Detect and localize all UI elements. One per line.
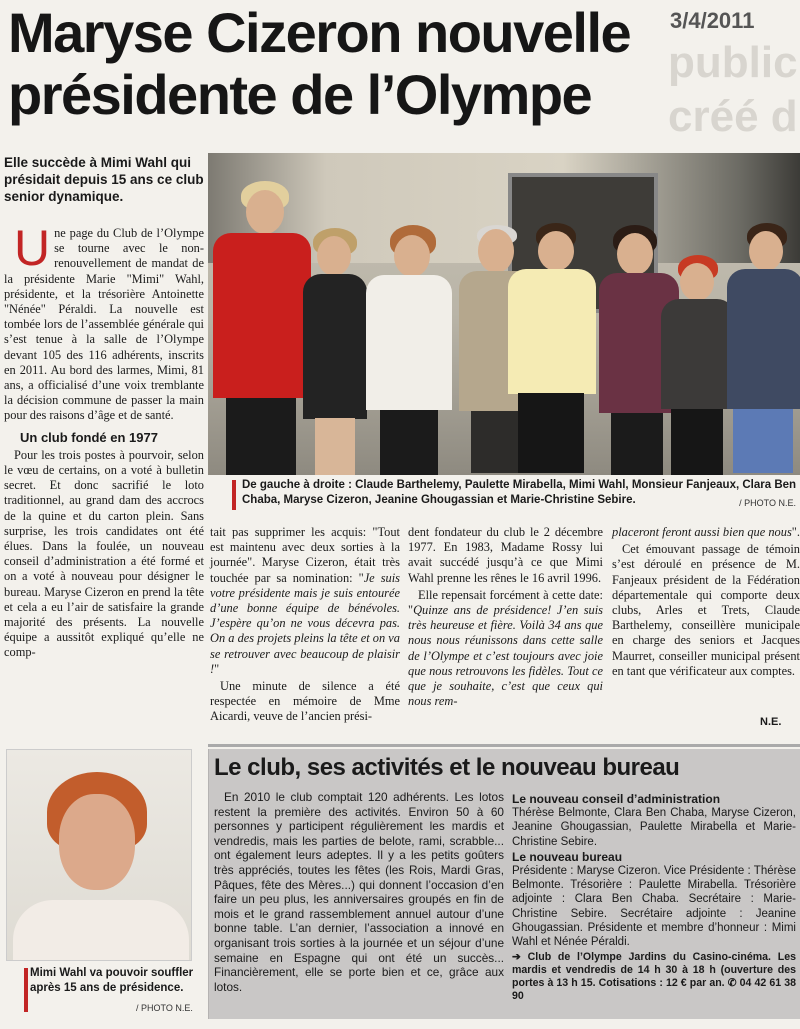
lede: Elle succède à Mimi Wahl qui présidait depuis 15 ans ce club senior dynamique. — [4, 155, 204, 204]
section-divider — [208, 744, 800, 747]
photo-caption — [208, 478, 800, 516]
article-column-1 — [4, 220, 204, 663]
group-photo — [208, 153, 800, 475]
subheading: Un club fondé en 1977 — [20, 429, 158, 445]
photo-caption-text: De gauche à droite : Claude Barthelemy, Paulette Mirabella, Mimi Wahl, Monsieur Fanjeaux, Clara Ben Chaba, Maryse Cizeron, Jeanine Ghougassian et Marie-Christine Sebire. — [242, 479, 797, 506]
quote-wahl: Quinze ans de présidence! J’en suis très heureuse et fière. Voilà 34 ans que nous nous réunissons dans cette salle de l’Olympe et c’est toujours avec joie que nous retrouvons les fidèles. Tout ce que je souhaite, c’est que ceux qui nous rem- — [408, 603, 603, 709]
paragraph-reminisce: Elle repensait forcément à cette date: "Quinze ans de présidence! J’en suis très heureuse et fière. Voilà 34 ans que nous nous réunissons dans cette salle de l’Olympe et c’est toujours avec joie que nous retrouvons les fidèles. Tout ce que je souhaite, c’est que ceux qui nous rem- — [408, 587, 603, 709]
paragraph-history: dent fondateur du club le 2 décembre 1977. En 1983, Madame Rossy lui avait succédé jusqu’à ce que Mimi Wahl prenne les rênes le 16 avril 1996. — [408, 525, 603, 585]
caption-accent-bar — [232, 480, 236, 510]
author-signature: N.E. — [760, 716, 782, 728]
paragraph-vote: Pour les trois postes à pourvoir, selon le vœu de certains, on a voté à bulletin secret. Et donc sacrifié le loto traditionnel, au grand dam des accrocs de la quine et du carton plein. Sans surprise, les trois candidates ont été élues. Dans la foulée, un nouveau conseil d’administration a été formé et on a voté à nouveau pour désigner le bureau. Maryse Cizeron en prend la tête et cela a eu l’air de satisfaire la grande majorité des présents. La nouvelle équipe a aussitôt expliqué qu’elle ne comp- — [4, 447, 204, 660]
portrait-credit: / PHOTO N.E. — [136, 1003, 193, 1013]
background-bleed-text: public créé d — [668, 38, 798, 136]
article-column-2 — [210, 525, 400, 727]
paragraph-silence: Une minute de silence a été respectée en mémoire de Mme Aicardi, veuve de l’ancien prési- — [210, 679, 400, 724]
article-column-4 — [612, 525, 800, 681]
bureau-info — [512, 792, 796, 1003]
council-heading: Le nouveau conseil d’administration — [512, 792, 721, 806]
paragraph-quote-end: placeront feront aussi bien que nous". — [612, 525, 800, 539]
bureau-heading: Le nouveau bureau — [512, 849, 623, 864]
paragraph-acquis: tait pas supprimer les acquis: "Tout est maintenu avec deux sorties à la journée". Maryse Cizeron, était très touchée par sa nomination: "Je suis votre présidente mais je suis entourée d’une bonne équipe de bénévoles. J’espère qu’on ne vous décevra pas. On a des projets pleins la tête et on va se retrouver avec beaucoup de plaisir !" — [210, 525, 400, 676]
dropcap: U — [14, 220, 51, 276]
article-column-3 — [408, 525, 603, 711]
headline: Maryse Cizeron nouvelle présidente de l’Olympe — [8, 1, 631, 126]
portrait-caption-bar — [24, 968, 28, 1012]
club-info: ➔ Club de l’Olympe Jardins du Casino-cinéma. Les mardis et vendredis de 14 h 30 à 18 h (ouverture des portes à 13 h 15. Cotisations : 12 € par an. ✆ 04 42 61 38 90 — [512, 951, 796, 1003]
council-members: Thérèse Belmonte, Clara Ben Chaba, Maryse Cizeron, Jeanine Ghougassian, Paulette Mirabella et Marie-Christine Sebire. — [512, 807, 796, 848]
paragraph-ceremony: Cet émouvant passage de témoin s’est déroulé en présence de M. Fanjeaux président de la Fédération départementale qui comporte deux clubs, Arles et Trets, Claude Barthelemy, conseillère municipale en charge des seniors et Jacques Maurret, conseiller municipal présent en tant que vérificateur aux comptes. — [612, 542, 800, 678]
portrait-photo — [6, 749, 192, 961]
quote-cizeron: Je suis votre présidente mais je suis entourée d’une bonne équipe de bénévoles. J’espère qu’on ne vous décevra pas. On a des projets pleins la tête et on va se retrouver avec beaucoup de plaisir ! — [210, 570, 400, 676]
photo-credit: / PHOTO N.E. — [739, 498, 796, 508]
paragraph-intro: ne page du Club de l’Olympe se tourne avec le non-renouvellement de mandat de la présidente Marie "Mimi" Wahl, présidente, et la trésorière Antoinette "Nénée" Péraldi. La nouvelle est tombée lors de l’assemblée générale qui s’est tenue à la salle de l’Olympe devant 105 des 116 adhérents, inscrits en 2011. Au bord des larmes, Mimi, 81 ans, a officialisé d’une voix tremblante la décision commune de passer la main pour des raisons d’âge et de santé. — [4, 226, 204, 423]
sidebar-box-title: Le club, ses activités et le nouveau bureau — [214, 754, 680, 781]
activities-text: En 2010 le club comptait 120 adhérents. Les lotos restent la première des activités. Environ 50 à 60 personnes y participent régulièrement les mardis et vendredis, mais les parties de belote, rami, scrabble... ont également leurs adeptes. Il y a les petits goûters très appréciés, toutes les fêtes (les Rois, Mardi Gras, Pâques, fête des Mères...) qui donnent l’occasion d’en faire un peu plus, les anniversaires groupés en fin de mois et le grand rassemblement annuel autour d’une bonne table. L’an dernier, l’association a innové en organisant trois sorties à la journée et un séjour d’une semaine en Espagne qui ont été un succès... Financièrement, elle se porte bien et ce, grâce aux lotos. — [214, 790, 504, 994]
portrait-caption: Mimi Wahl va pouvoir souffler après 15 ans de présidence. — [30, 967, 194, 994]
bureau-members: Présidente : Maryse Cizeron. Vice Présidente : Thérèse Belmonte. Trésorière : Paulette Mirabella. Trésorière adjointe : Clara Ben Chaba. Secrétaire : Marie-Christine Sebire. Secrétaire adjointe : Jeanine Ghougassian. Présidente et membre d’honneur : Mimi Wahl et Nénée Péraldi. — [512, 865, 796, 949]
publication-date: 3/4/2011 — [670, 8, 755, 33]
